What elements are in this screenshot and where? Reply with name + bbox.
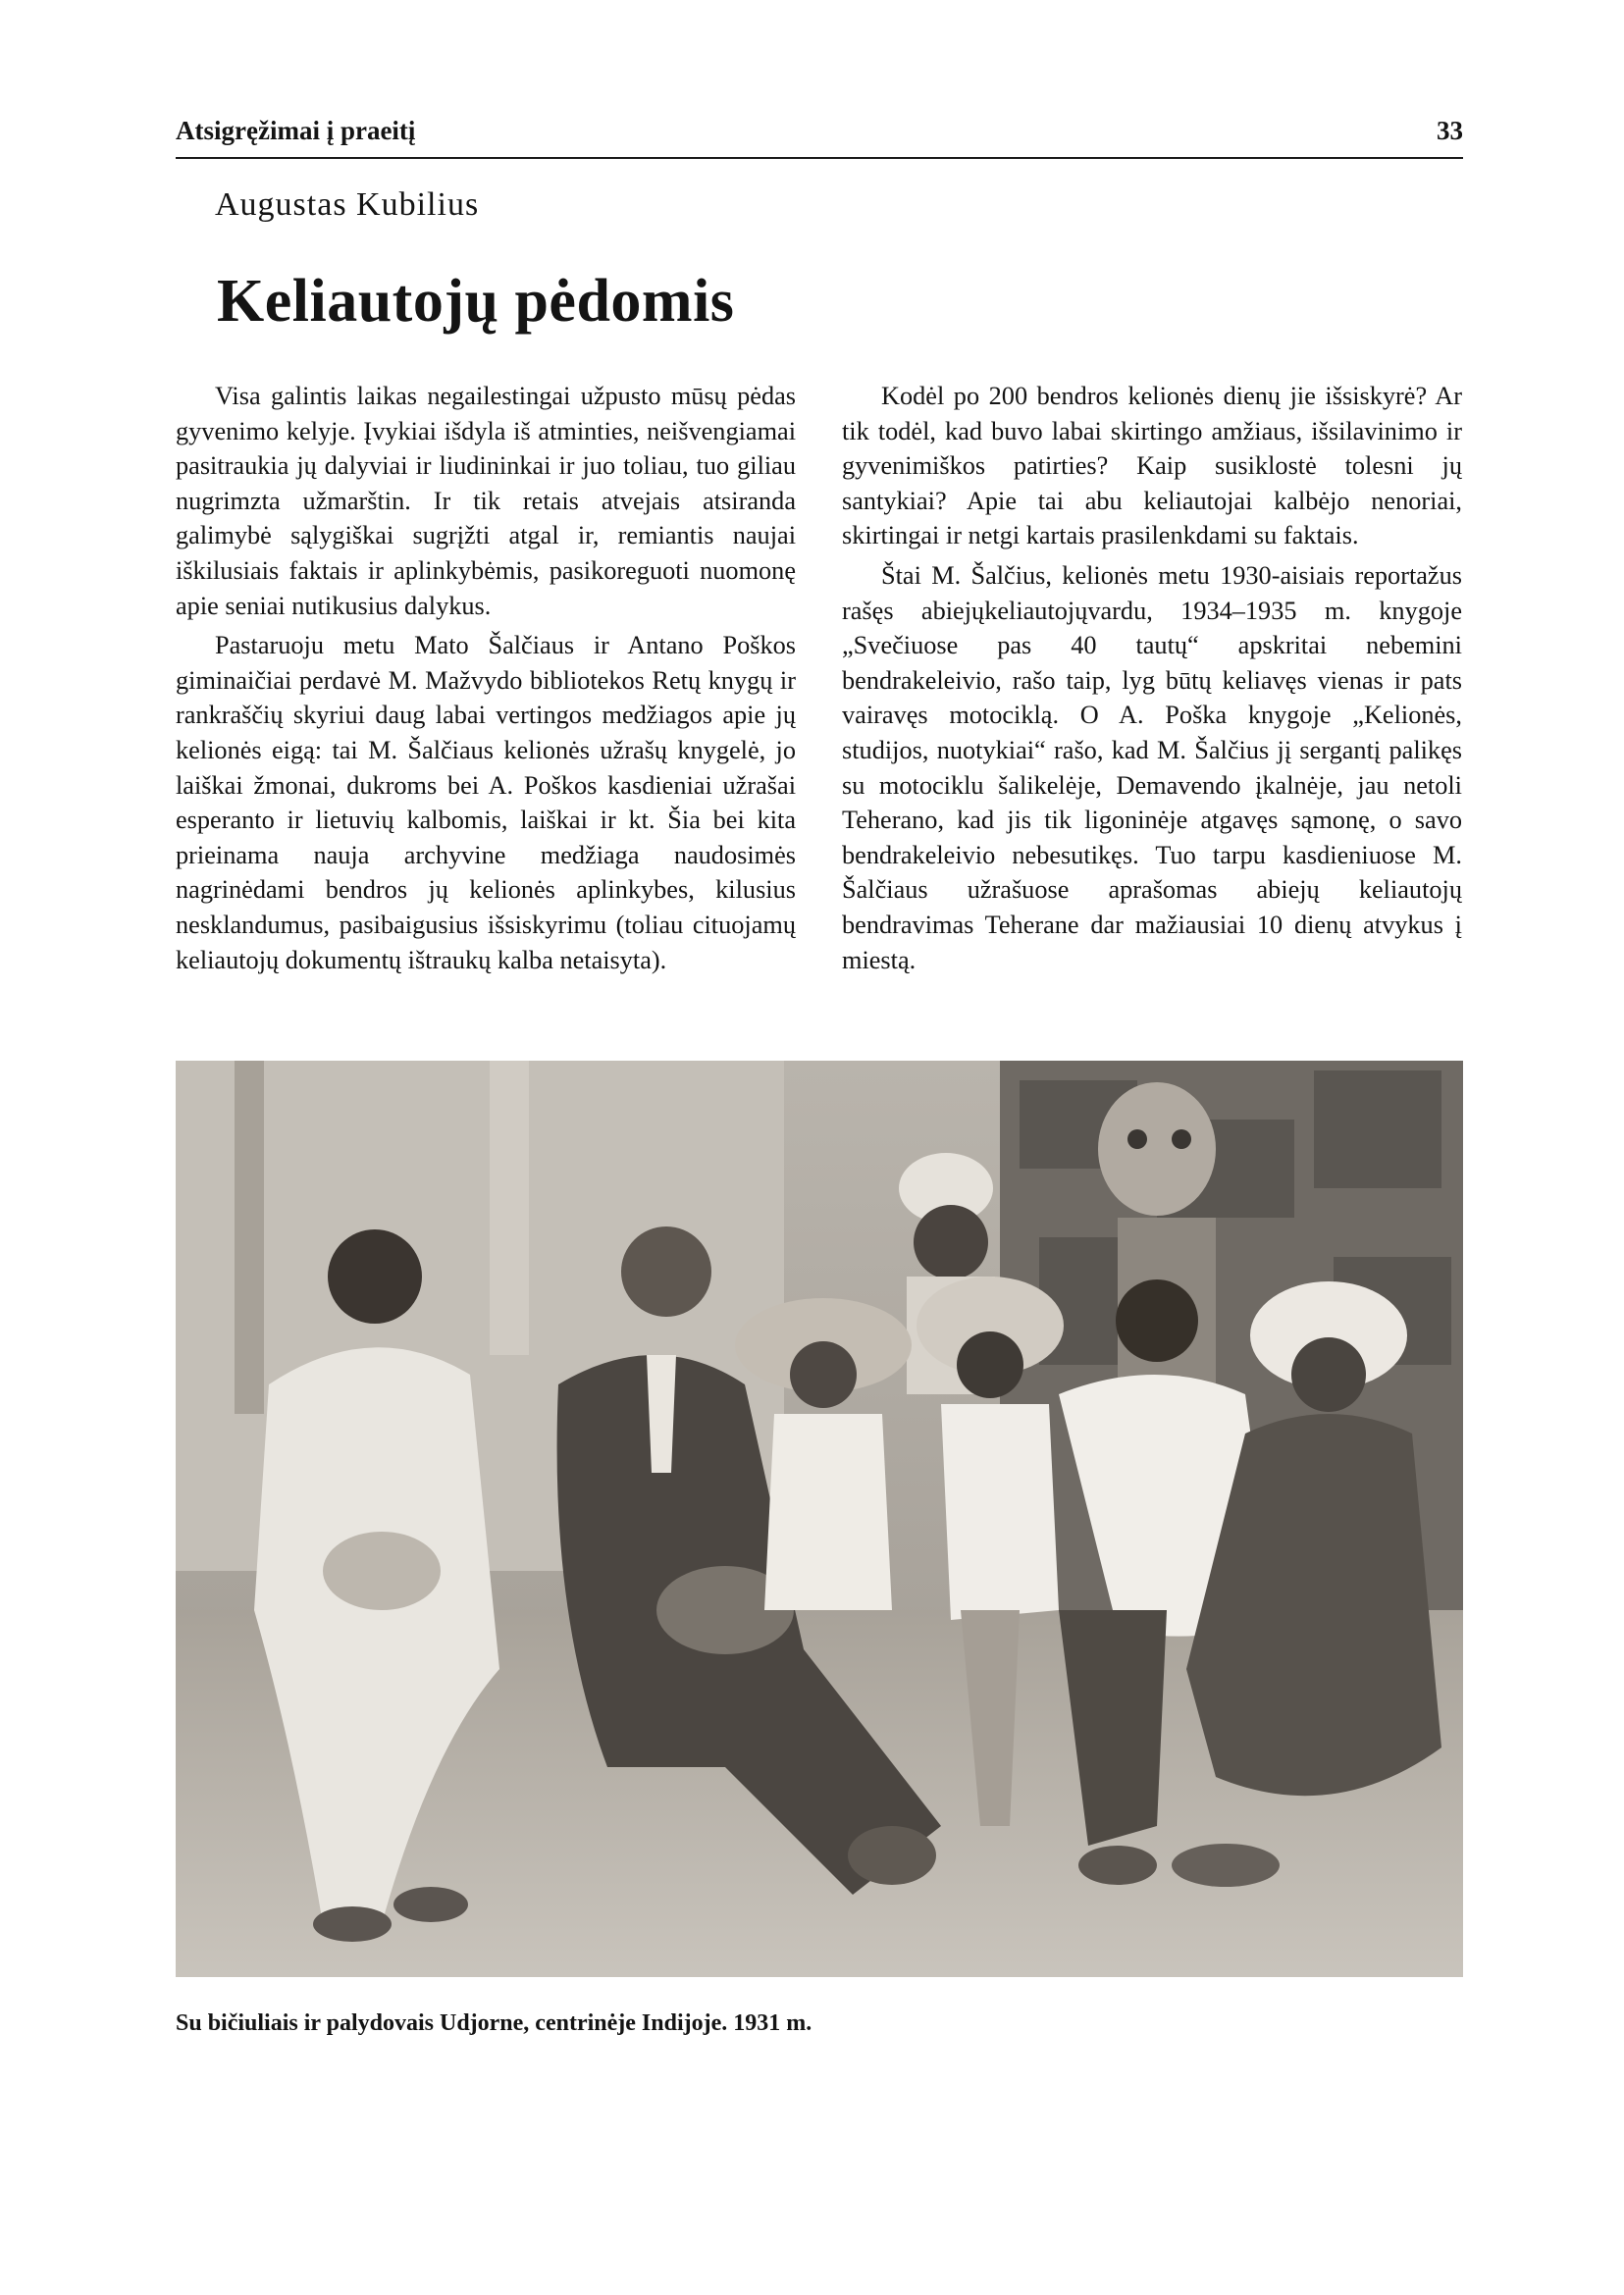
running-header [176,116,1463,159]
photo-caption: Su bičiuliais ir palydovais Udjorne, centrinėje Indijoje. 1931 m. [176,2010,812,2036]
text-column-right [842,379,1462,982]
paragraph: Pastaruoju metu Mato Šalčiaus ir Antano Poškos giminaičiai perdavė M. Mažvydo bibliotekos Retų knygų ir rankraščių skyriui daug labai vertingos medžiagos apie jų kelionės eigą: tai M. Šalčiaus kelionės užrašų knygelė, jo laiškai žmonai, dukroms bei A. Poškos kasdieniai užrašai esperanto ir lietuvių kalbomis, laiškai ir kt. Šia bei kita prieinama nauja archyvine medžiaga naudosimės nagrinėdami bendros jų kelionės aplinkybes, kilusius nesklandumus, pasibaigusius išsiskyrimu (toliau cituojamų keliautojų dokumentų ištraukų kalba netaisyta). [176,631,796,974]
group-photograph [176,1061,1463,1977]
paragraph: Visa galintis laikas negailestingai užpusto mūsų pėdas gyvenimo kelyje. Įvykiai išdyla iš atminties, neišvengiamai pasitraukia jų dalyviai ir liudininkai ir juo toliau, tuo giliau nugrimzta užmarštin. Ir tik retais atvejais atsiranda galimybė sąlygiškai sugrįžti atgal ir, remiantis naujai iškilusiais faktais ir aplinkybėmis, pasikoreguoti nuomonę apie seniai nutikusius dalykus. [176,382,796,620]
article-title: Keliautojų pėdomis [217,268,735,335]
paragraph: Štai M. Šalčius, kelionės metu 1930-aisiais reportažus rašęs abiejųkeliautojųvardu, 1934–1935 m. knygoje „Svečiuose pas 40 tautų“ apskritai nebemini bendrakeleivio, rašo taip, lyg būtų keliavęs vienas ir pats vairavęs motociklą. O A. Poška knygoje „Kelionės, studijos, nuotykiai“ rašo, kad M. Šalčius jį sergantį palikęs su motociklu šalikelėje, Demavendo įkalnėje, jau netoli Teherano, kad jis tik ligoninėje atgavęs sąmonę, o savo bendrakeleivio nebesutikęs. Tuo tarpu kasdieniuose M. Šalčiaus užrašuose aprašomas abiejų keliautojų bendravimas Teherane dar mažiausiai 10 dienų atvykus į miestą. [842,560,1462,974]
paragraph: Kodėl po 200 bendros kelionės dienų jie išsiskyrė? Ar tik todėl, kad buvo labai skirtingo amžiaus, išsilavinimo ir gyvenimiškos patirties? Kaip susiklostė tolesni jų santykiai? Apie tai abu keliautojai kalbėjo nenoriai, skirtingai ir netgi kartais prasilenkdami su faktais. [842,382,1462,550]
article-author: Augustas Kubilius [215,186,480,223]
running-title: Atsigręžimai į praeitį [176,116,416,145]
page-number: 33 [1437,116,1463,145]
text-column-left [176,379,796,982]
